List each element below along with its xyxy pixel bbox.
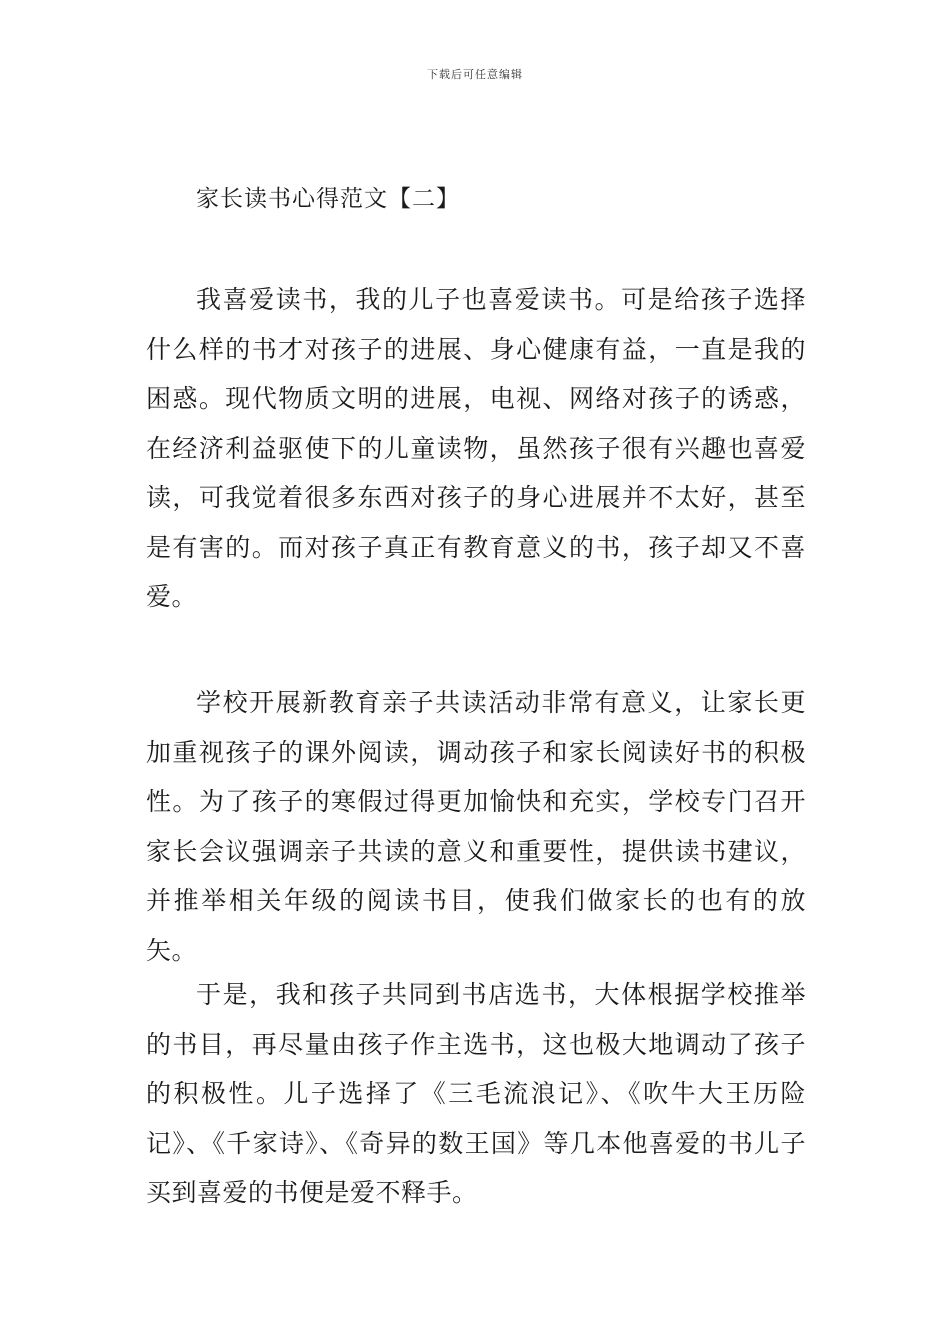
document-title: 家长读书心得范文【二】 [196, 186, 460, 212]
paragraph-2: 学校开展新教育亲子共读活动非常有意义，让家长更加重视孩子的课外阅读，调动孩子和家长阅读好书的积极性。为了孩子的寒假过得更加愉快和充实，学校专门召开家长会议强调亲子共读的意义和重要性，提供读书建议，并推举相关年级的阅读书目，使我们做家长的也有的放矢。 [146, 688, 806, 965]
page-header-note: 下载后可任意编辑 [427, 68, 523, 81]
paragraph-1: 我喜爱读书，我的儿子也喜爱读书。可是给孩子选择什么样的书才对孩子的进展、身心健康有益，一直是我的困惑。现代物质文明的进展，电视、网络对孩子的诱惑，在经济利益驱使下的儿童读物，虽然孩子很有兴趣也喜爱读，可我觉着很多东西对孩子的身心进展并不太好，甚至是有害的。而对孩子真正有教育意义的书，孩子却又不喜爱。 [146, 285, 806, 611]
paragraph-3: 于是，我和孩子共同到书店选书，大体根据学校推举的书目，再尽量由孩子作主选书，这也极大地调动了孩子的积极性。儿子选择了《三毛流浪记》、《吹牛大王历险记》、《千家诗》、《奇异的数王国》等几本他喜爱的书儿子买到喜爱的书便是爱不释手。 [146, 980, 806, 1207]
